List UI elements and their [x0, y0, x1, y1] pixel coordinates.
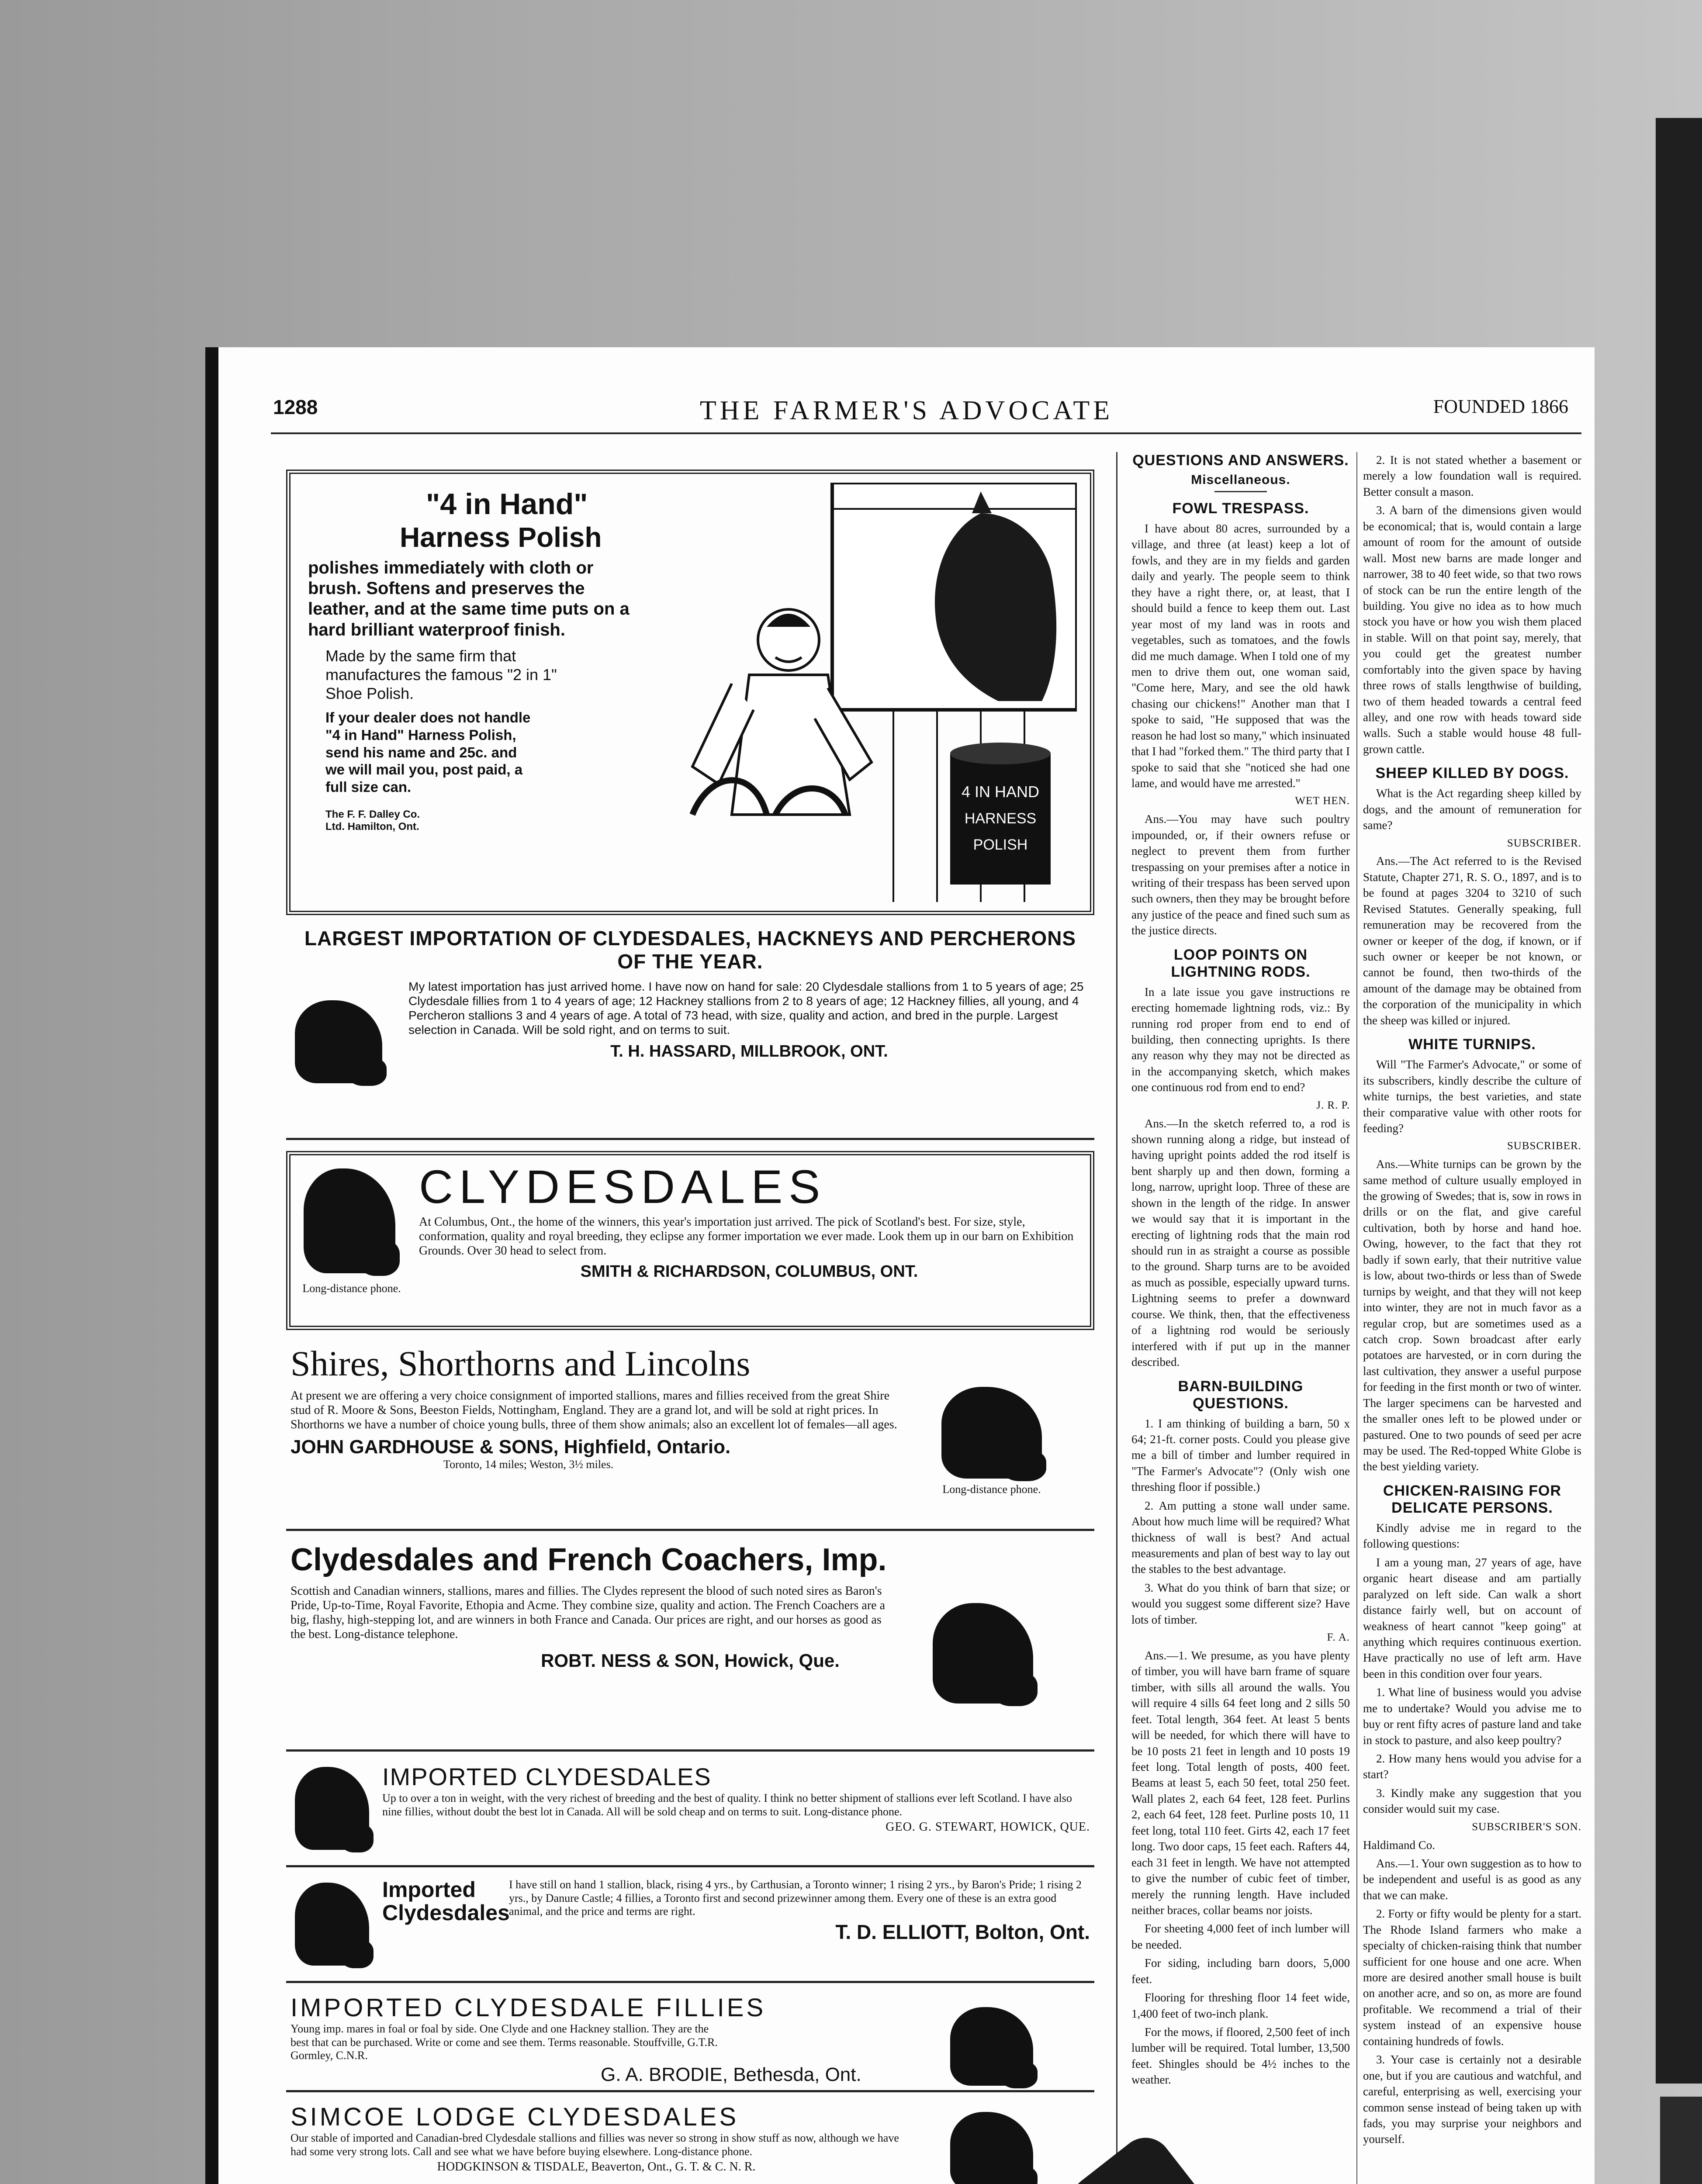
- ad-smith-richardson: [286, 1151, 1094, 1330]
- section-subtitle: Miscellaneous.: [1191, 473, 1290, 487]
- fowl-title: FOWL TRESPASS.: [1172, 500, 1309, 517]
- scan-edge-dark-lower: [1660, 2097, 1702, 2184]
- hassard-title: LARGEST IMPORTATION OF CLYDESDALES, HACKNEYS AND PERCHERONS OF THE YEAR.: [304, 927, 1076, 973]
- brodie-title: IMPORTED CLYDESDALE FILLIES: [291, 1994, 766, 2022]
- barn-q2: 2. Am putting a stone wall under same. About how much lime will be required? What thickness of wall is best? And actual measurements and plan of best way to lay out the stables to the best advantage.: [1131, 1499, 1350, 1576]
- turnips-signoff: SUBSCRIBER.: [1507, 1140, 1581, 1152]
- ad-harness-polish: [286, 470, 1094, 915]
- gardhouse-signature: JOHN GARDHOUSE & SONS, Highfield, Ontario.: [291, 1436, 731, 1458]
- harness-para-2: Made by the same firm that manufactures the famous "2 in 1" Shoe Polish.: [325, 646, 557, 703]
- barn-q1: 1. I am thinking of building a barn, 50 x 64; 21-ft. corner posts. Could you please give me a bill of timber and lumber required in "The Farmer's Advocate"? (Only wish one threshing floor if possible.): [1131, 1417, 1350, 1494]
- smith-body: At Columbus, Ont., the home of the winners, this year's importation just arrived. The pick of Scotland's best. For size, style, conformation, quality and royal breeding, they eclipse any former importation we ever made. Look them up in our barn on Exhibition Grounds. Over 30 head to select from.: [419, 1215, 1074, 1258]
- ad-brodie: [286, 1990, 1094, 2092]
- chicken-q0: Kindly advise me in regard to the following questions:: [1363, 1521, 1581, 1551]
- smith-phone: Long-distance phone.: [302, 1282, 401, 1295]
- chicken-a2: 2. Forty or fifty would be plenty for a start. The Rhode Island farmers who make a specialty of chicken-raising think that number sufficient for one house and one acre. When more are desired another small house is built on another acre, and so on, as more are found profitable. We recommend a trial of their system instead of an expensive house containing hundreds of fowls.: [1363, 1907, 1581, 2048]
- page-number: 1288: [273, 396, 318, 418]
- harness-para-3: If your dealer does not handle "4 in Hand" Harness Polish, send his name and 25c. and we will mail you, post paid, a full size can.: [325, 709, 531, 795]
- turnips-title: WHITE TURNIPS.: [1408, 1036, 1536, 1053]
- sheep-answer: Ans.—The Act referred to is the Revised Statute, Chapter 271, R. S. O., 1897, and is to be found at pages 3204 to 3210 of such Revised Statutes. Generally speaking, full remuneration may be recovered from the owner or keeper of the dog, if known, or if such owner or keeper be not known, or cannot be found, then two-thirds of the amount of the damage may be obtained from the corporation of the municipality in which the sheep was killed or injured.: [1363, 854, 1581, 1027]
- horse-icon: [295, 1000, 382, 1083]
- text-column-1: [1131, 452, 1350, 2091]
- loop-signoff: J. R. P.: [1316, 1099, 1350, 1111]
- barn-signoff: F. A.: [1327, 1631, 1350, 1644]
- harness-title-2: Harness Polish: [400, 522, 602, 553]
- ness-body: Scottish and Canadian winners, stallions, mares and fillies. The Clydes represent the blood of such noted sires as Baron's Pride, Up-to-Time, Royal Favorite, Ethopia and Acme. They combine size, quality and action. The French Coachers are a big, flashy, high-stepping lot, and are winners in both France and Canada. Our prices are right, and our horses as good as the best. Long-distance telephone.: [291, 1584, 886, 1641]
- barn-q3: 3. What do you think of barn that size; or would you suggest some different size? Have lots of timber.: [1131, 1581, 1350, 1626]
- column-rule: [1116, 452, 1117, 2184]
- chicken-signoff: SUBSCRIBER'S SON.: [1472, 1821, 1581, 1833]
- section-rule: [1214, 491, 1267, 492]
- barn-a3: For siding, including barn doors, 5,000 feet.: [1131, 1956, 1350, 1986]
- horse-icon: [941, 1387, 1042, 1479]
- chicken-q2: 2. How many hens would you advise for a start?: [1363, 1752, 1581, 1781]
- stewart-signature: GEO. G. STEWART, HOWICK, QUE.: [886, 1820, 1090, 1834]
- section-title: QUESTIONS AND ANSWERS.: [1132, 452, 1349, 469]
- column-rule-2: [1356, 452, 1357, 2184]
- svg-text:POLISH: POLISH: [973, 836, 1028, 853]
- ad-elliott: [286, 1874, 1094, 1983]
- svg-text:HARNESS: HARNESS: [964, 810, 1037, 827]
- header-rule: [271, 432, 1581, 434]
- brodie-body: Young imp. mares in foal or foal by side. One Clyde and one Hackney stallion. They are the best that can be purchased. Write or come and see them. Terms reasonable. Stouffville, G.T.R. Gormley, C.N.R.: [291, 2022, 718, 2062]
- barn-cont-3: 3. A barn of the dimensions given would be economical; that is, would contain a large amount of room for the amount of outside wall. Most new barns are made longer and narrower, 38 to 40 feet wide, so that two rows of stock can be run the entire length of the building. You give no idea as to how much stock you have or how you wish them placed in stable. Will on that point say, merely, that you could get the greatest number comfortably into the given space by having three rows of stalls lengthwise of building, two of them headed towards a central feed alley, and one row with heads toward side walls. Such a stable would house 48 full-grown cattle.: [1363, 504, 1581, 756]
- loop-question: In a late issue you gave instructions re erecting homemade lightning rods, viz.: By running rod proper from end to end of building, then connecting uprights. Is there any reason why they may not be directed as in the accompanying sketch, which makes one continuous rod from end to end?: [1131, 985, 1350, 1094]
- chicken-place: Haldimand Co.: [1363, 1838, 1435, 1852]
- chicken-intro: I am a young man, 27 years of age, have organic heart disease and am partially paralyzed on left side. Can walk a short distance fairly well, but on account of weakness of heart cannot "keep going" at anything which requires continuous exertion. Have practically no use of left arm. Have been in this condition over four years.: [1363, 1555, 1581, 1680]
- sheep-question: What is the Act regarding sheep killed by dogs, and the amount of remuneration for same?: [1363, 787, 1581, 832]
- barn-title: BARN-BUILDING QUESTIONS.: [1178, 1378, 1304, 1412]
- chicken-q1: 1. What line of business would you advise me to undertake? Would you advise me to buy or rent fifty acres of pasture land and take in stock to pasture, and also keep poultry?: [1363, 1686, 1581, 1747]
- barn-cont-2: 2. It is not stated whether a basement or merely a low foundation wall is required. Better consult a mason.: [1363, 453, 1581, 498]
- hassard-body: My latest importation has just arrived home. I have now on hand for sale: 20 Clydesdale stallions from 1 to 5 years of age; 25 Clydesdale fillies from 1 to 4 years of age; 12 Hackney stallions from 2 to 8 years of age; 12 Hackney fillies, all young, and 4 Percheron stallions 3 and 4 years of age. A total of 73 head, with size, quality and action, and bred in the purple. Largest selection in Canada. Will be sold right, and on terms to suit.: [408, 979, 1084, 1037]
- harness-title-1: "4 in Hand": [426, 487, 588, 521]
- ad-simcoe: [286, 2099, 1094, 2184]
- ad-stewart: [286, 1758, 1094, 1867]
- gardhouse-body: At present we are offering a very choice consignment of imported stallions, mares and fillies received from the great Shire stud of R. Moore & Sons, Beeston Fields, Nottingham, England. They are a grand lot, and will be sold at right prices. In Shorthorns we have a number of choice young bulls, three of them show animals; also an excellent lot of females—all ages.: [291, 1389, 897, 1432]
- gardhouse-phone: Long-distance phone.: [942, 1483, 1041, 1496]
- harness-maker: The F. F. Dalley Co. Ltd. Hamilton, Ont.: [325, 809, 420, 833]
- sheep-title: SHEEP KILLED BY DOGS.: [1375, 765, 1569, 782]
- hassard-signature: T. H. HASSARD, MILLBROOK, ONT.: [610, 1042, 888, 1061]
- brodie-signature: G. A. BRODIE, Bethesda, Ont.: [601, 2064, 861, 2085]
- ness-title: Clydesdales and French Coachers, Imp.: [291, 1542, 887, 1577]
- simcoe-title: SIMCOE LODGE CLYDESDALES: [291, 2103, 739, 2131]
- scan-edge-dark: [1656, 118, 1702, 2084]
- svg-text:4 IN HAND: 4 IN HAND: [961, 783, 1040, 801]
- ad-gardhouse: [286, 1339, 1094, 1531]
- loop-title: LOOP POINTS ON LIGHTNING RODS.: [1171, 946, 1311, 980]
- simcoe-body: Our stable of imported and Canadian-bred Clydesdale stallions and fillies was never so strong in show stuff as now, although we have had some very strong lots. Call and see what we have before buying elsewhere. Long-distance phone.: [291, 2132, 899, 2158]
- smith-signature: SMITH & RICHARDSON, COLUMBUS, ONT.: [580, 1262, 918, 1281]
- ad-hassard: [286, 922, 1094, 1140]
- masthead: THE FARMER'S ADVOCATE: [699, 396, 1114, 425]
- chicken-title: CHICKEN-RAISING FOR DELICATE PERSONS.: [1383, 1482, 1562, 1516]
- text-column-2: [1363, 452, 1581, 2150]
- founded-line: FOUNDED 1866: [1433, 396, 1568, 417]
- stewart-body: Up to over a ton in weight, with the very richest of breeding and the best of quality. I think no better shipment of stallions ever left Scotland. I have also nine fillies, without doubt the best lot in Canada. All will be sold cheap and on terms to suit. Long-distance phone.: [382, 1792, 1072, 1818]
- fowl-question: I have about 80 acres, surrounded by a village, and three (at least) keep a lot of fowls, and they are in my fields and garden daily and yearly. The people seem to think they have a right there, or, at least, that I should build a fence to keep them out. Last year most of my land was in roots and vegetables, such as tomatoes, and the fowls did me much damage. When I told one of my men to drive them out, one woman said, "Come here, Mary, and see the old hawk chasing our chickens!" Another man that I spoke to said, "He supposed that was the reason he had lost so many," which insinuated that I had "forked them." The third party that I spoke to said that she "noticed she had one lame, and would have me arrested.": [1131, 522, 1350, 790]
- barn-a4: Flooring for threshing floor 14 feet wide, 1,400 feet of two-inch plank.: [1131, 1991, 1350, 2020]
- elliott-signature: T. D. ELLIOTT, Bolton, Ont.: [835, 1921, 1090, 1944]
- loop-answer: Ans.—In the sketch referred to, a rod is shown running along a ridge, but instead of having upright points added the rod itself is bent sharply up and then down, forming a long, narrow, upright loop. Three of these are shown in the length of the ridge. In answer we would say that it is important in the erecting of lightning rods that the main rod should run in as straight a course as possible to the ground. Sharp turns are to be avoided as much as possible, especially upward turns. Lightning seems to prefer a downward course. We think, then, that the effectiveness of a lightning rod would be seriously interfered with if put up in the manner described.: [1131, 1116, 1350, 1369]
- harness-body: polishes immediately with cloth or brush. Softens and preserves the leather, and at the same time puts on a hard brilliant waterproof finish.: [308, 558, 630, 639]
- simcoe-signature: HODGKINSON & TISDALE, Beaverton, Ont., G. T. & C. N. R.: [437, 2160, 756, 2174]
- fowl-signoff: WET HEN.: [1295, 795, 1350, 807]
- stewart-title: IMPORTED CLYDESDALES: [382, 1763, 712, 1790]
- ad-ness: [286, 1538, 1094, 1752]
- chicken-a1: Ans.—1. Your own suggestion as to how to be independent and useful is as good as any that we can make.: [1363, 1856, 1581, 1902]
- horse-icon: [295, 1883, 369, 1966]
- horse-icon: [304, 1168, 395, 1273]
- newspaper-page: [205, 347, 1595, 2184]
- advertisement-column: [286, 452, 1094, 2184]
- elliott-body: I have still on hand 1 stallion, black, rising 4 yrs., by Carthusian, a Toronto winner; 1 rising 2 yrs., by Baron's Pride; 1 rising 2 yrs., by Danure Castle; 4 fillies, a Toronto first and second prizewinner among them. Every one of these is an extra good animal, and the price and terms are right.: [509, 1878, 1082, 1918]
- gardhouse-location: Toronto, 14 miles; Weston, 3½ miles.: [443, 1458, 614, 1471]
- chicken-q3: 3. Kindly make any suggestion that you consider would suit my case.: [1363, 1786, 1581, 1816]
- horse-icon: [933, 1603, 1033, 1704]
- harness-illustration: [666, 483, 1077, 902]
- barn-a1: Ans.—1. We presume, as you have plenty of timber, you will have barn frame of square timber, with sills all around the walls. You will require 4 sills 64 feet long and 2 sills 50 feet. Total length, 364 feet. At least 5 bents will be needed, for which there will have to be 10 posts 21 feet in length and 10 posts 19 feet long. Total length of posts, 400 feet. Beams at least 5, each 50 feet, total 250 feet. Wall plates 2, each 64 feet, 128 feet. Purlins 2, each 64 feet, 128 feet. Purline posts 10, 11 feet long, total 110 feet. Girts 42, each 17 feet long. Two door caps, 15 feet each. Rafters 44, each 31 feet in length. We have not attempted to give the number of cubic feet of timber, merely the running length. Have included neither braces, collar beams nor joists.: [1131, 1648, 1350, 1917]
- barn-a5: For the mows, if floored, 2,500 feet of inch lumber will be required. Total lumber, 13,500 feet. Shingles should be 4½ inches to the weather.: [1131, 2025, 1350, 2087]
- sheep-signoff: SUBSCRIBER.: [1507, 837, 1581, 849]
- turnips-answer: Ans.—White turnips can be grown by the same method of culture usually employed in the growing of Swedes; that is, sow in rows in drills or on the flat, and give careful cultivation, both by horse and hand hoe. Owing, however, to the fact that they rot badly if sown early, that their nutritive value is low, about two-thirds or less than of Swede turnips by weight, and that they will not keep into winter, they are not in much favor as a regular crop, but are sometimes used as a catch crop. Sown broadcast after early potatoes are harvested, or in corn during the last cultivation, they answer a useful purpose for feeding in the first month or two of winter. The larger specimens can be harvested and the smaller ones left to be plowed under or pastured. One to two pounds of seed per acre may be used. The Red-topped White Globe is the best yielding variety.: [1363, 1158, 1581, 1473]
- chicken-a3: 3. Your case is certainly not a desirable one, but if you are cautious and watchful, and careful, enterprising as well, exercising your common sense instead of being taken up with fads, you may surprise your neighbors and yourself.: [1363, 2053, 1581, 2146]
- elliott-title: Imported Clydesdales: [382, 1877, 510, 1925]
- barn-a2: For sheeting 4,000 feet of inch lumber will be needed.: [1131, 1922, 1350, 1951]
- gardhouse-title: Shires, Shorthorns and Lincolns: [291, 1344, 751, 1383]
- smith-title: CLYDESDALES: [419, 1160, 827, 1213]
- ness-signature: ROBT. NESS & SON, Howick, Que.: [541, 1650, 840, 1671]
- turnips-question: Will "The Farmer's Advocate," or some of its subscribers, kindly describe the culture of white turnips, the best varieties, and state their comparative value with other roots for feeding?: [1363, 1058, 1581, 1135]
- fowl-answer: Ans.—You may have such poultry impounded, or, if their owners refuse or neglect to prevent them from further trespassing on your premises after a notice in writing of their trespass has been served upon such owners, then they may be brought before any justice of the peace and fined such sum as the justice directs.: [1131, 812, 1350, 937]
- horse-icon: [295, 1767, 369, 1850]
